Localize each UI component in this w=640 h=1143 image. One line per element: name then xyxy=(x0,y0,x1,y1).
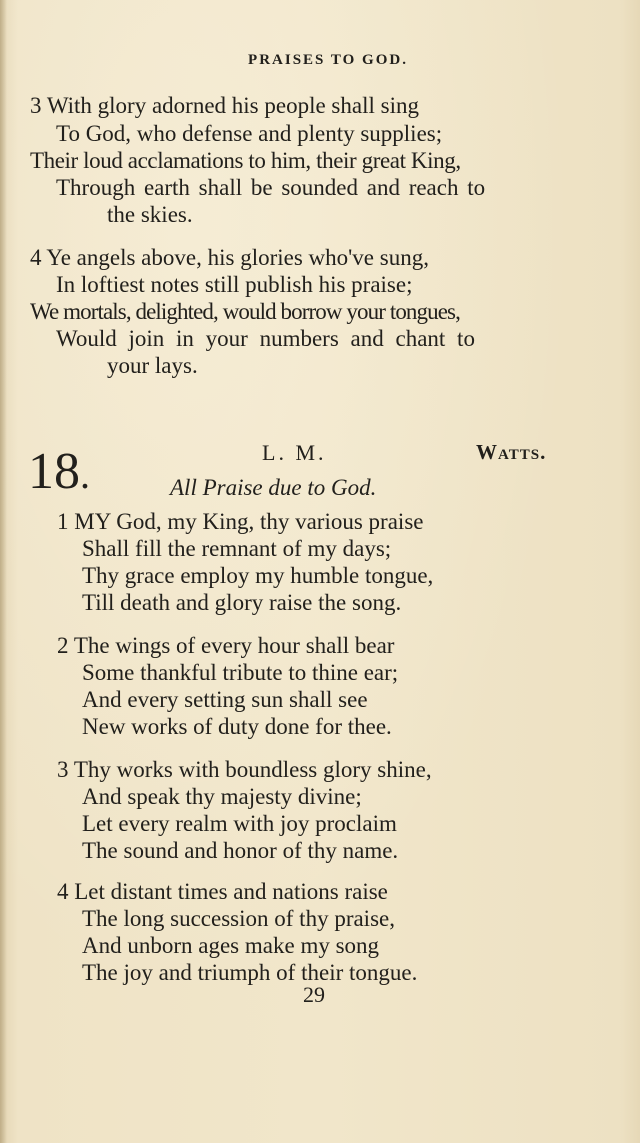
stanza-line: The long succession of thy praise, xyxy=(82,906,395,931)
stanza-line xyxy=(30,92,419,119)
stanza-line: the skies. xyxy=(107,202,193,227)
page-number: 29 xyxy=(303,982,325,1007)
hymn-title: All Praise due to God. xyxy=(170,475,377,500)
hymn-number xyxy=(28,444,90,503)
stanza-line: Shall fill the remnant of my days; xyxy=(82,536,392,561)
stanza-number: 3 xyxy=(30,93,42,118)
running-header: PRAISES TO GOD. xyxy=(248,52,408,68)
stanza-line-text: Ye angels above, his glories who've sung, xyxy=(46,245,429,270)
stanza-line: Till death and glory raise the song. xyxy=(82,590,402,615)
stanza-line-text: The wings of every hour shall bear xyxy=(73,633,395,658)
stanza-line xyxy=(30,244,429,271)
stanza-line: Their loud acclamations to him, their great King, xyxy=(30,148,461,173)
stanza-line-text: With glory adorned his people shall sing xyxy=(46,93,419,118)
stanza-line-text: MY God, my King, thy various praise xyxy=(74,509,424,534)
stanza-line: New works of duty done for thee. xyxy=(82,714,392,739)
stanza-line xyxy=(57,756,432,783)
stanza-line: Let every realm with joy proclaim xyxy=(82,811,397,836)
page-binding-edge xyxy=(0,0,7,1143)
stanza-line xyxy=(57,508,423,535)
hymn-author: Watts. xyxy=(476,440,547,464)
stanza-number: 1 xyxy=(57,509,69,534)
stanza-line: Thy grace employ my humble tongue, xyxy=(82,563,434,588)
stanza-number: 4 xyxy=(57,879,69,904)
stanza-line: Would join in your numbers and chant to xyxy=(56,326,475,351)
stanza-line: Through earth shall be sounded and reach to xyxy=(56,175,486,200)
stanza-line xyxy=(57,878,388,905)
stanza-line: We mortals, delighted, would borrow your tongues, xyxy=(30,299,460,324)
hymn-number-digits: 18 xyxy=(28,443,80,500)
hymn-meter: L. M. xyxy=(262,440,327,465)
stanza-line: And every setting sun shall see xyxy=(82,687,368,712)
hymn-number-dot: . xyxy=(80,452,90,497)
stanza-number: 4 xyxy=(30,245,42,270)
stanza-line: The joy and triumph of their tongue. xyxy=(82,960,418,985)
stanza-line xyxy=(57,632,394,659)
stanza-line: To God, who defense and plenty supplies; xyxy=(56,121,443,146)
stanza-line: The sound and honor of thy name. xyxy=(82,838,399,863)
stanza-line: Some thankful tribute to thine ear; xyxy=(82,660,399,685)
stanza-line: And speak thy majesty divine; xyxy=(82,784,362,809)
stanza-line: And unborn ages make my song xyxy=(82,933,380,958)
stanza-line: In loftiest notes still publish his praise; xyxy=(56,272,413,297)
stanza-line: your lays. xyxy=(107,353,198,378)
stanza-number: 2 xyxy=(57,633,69,658)
stanza-line-text: Let distant times and nations raise xyxy=(74,879,388,904)
stanza-number: 3 xyxy=(57,757,69,782)
stanza-line-text: Thy works with boundless glory shine, xyxy=(73,757,432,782)
